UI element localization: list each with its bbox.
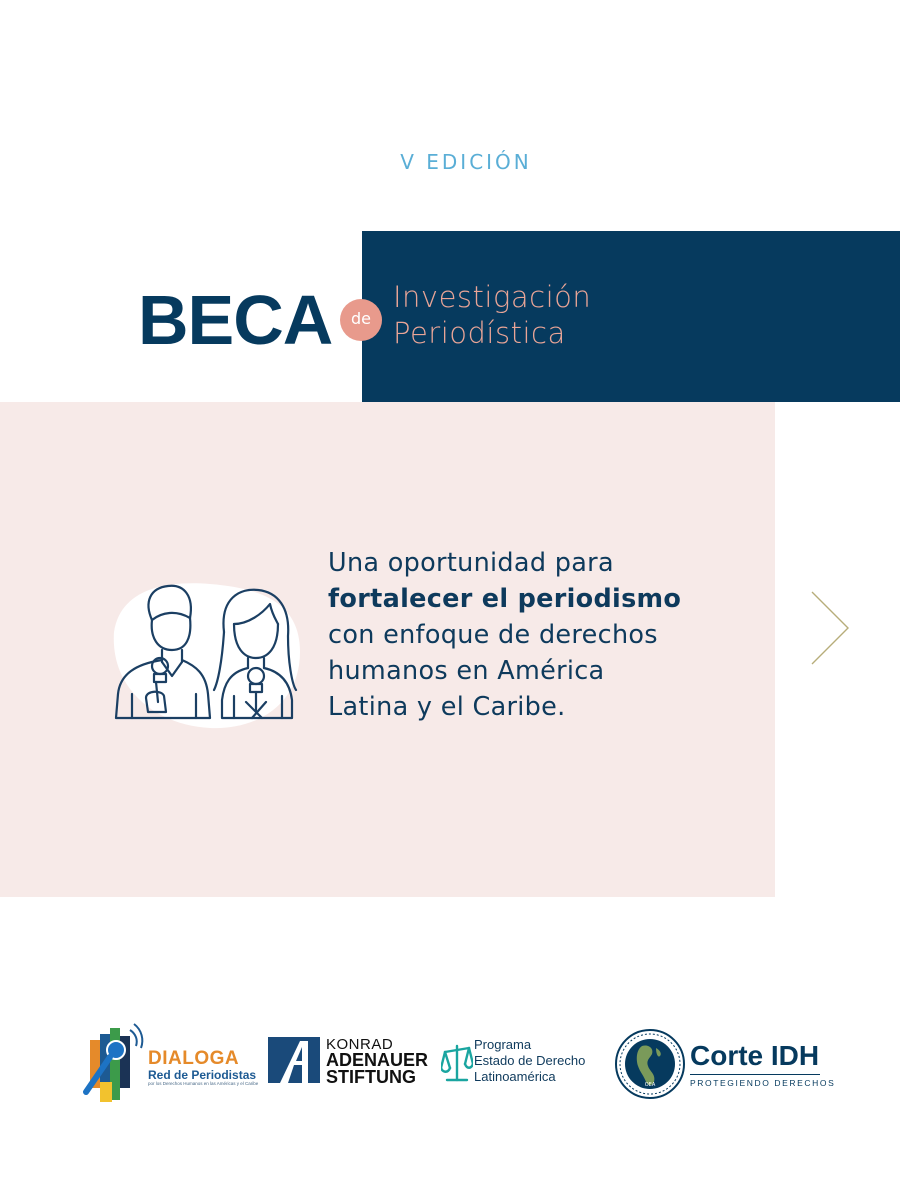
tagline-line: Latina y el Caribe. <box>328 692 566 722</box>
kas-line2: ADENAUER <box>326 1050 429 1070</box>
chevron-right-icon[interactable] <box>806 590 854 666</box>
de-badge: de <box>340 299 382 341</box>
pedl-line3: Latinoamérica <box>474 1069 556 1084</box>
dialoga-fine-print: por los Derechos Humanos en las Américas y el Caribe <box>148 1081 259 1086</box>
tagline-line: humanos en América <box>328 656 605 686</box>
dialoga-name: DIALOGA <box>148 1048 240 1069</box>
beca-title: BECA <box>138 281 333 359</box>
dialoga-logo-icon <box>78 1020 150 1106</box>
corte-idh-subtitle: PROTEGIENDO DERECHOS <box>690 1078 836 1088</box>
dialoga-subtitle: Red de Periodistas <box>148 1068 257 1082</box>
corte-idh-seal-icon <box>614 1028 686 1100</box>
pedl-line2: Estado de Derecho <box>474 1053 586 1068</box>
corte-divider <box>690 1074 820 1075</box>
kas-line1: KONRAD <box>326 1036 394 1053</box>
title-line-investigacion: Investigación <box>393 280 592 314</box>
pedl-line1: Programa <box>474 1037 532 1052</box>
corte-idh-title: Corte IDH <box>690 1040 820 1071</box>
kas-line3: STIFTUNG <box>326 1067 416 1087</box>
tagline <box>328 545 768 725</box>
tagline-line-bold: fortalecer el periodismo <box>328 584 682 614</box>
tagline-line: con enfoque de derechos <box>328 620 658 650</box>
kas-logo-icon <box>268 1037 320 1083</box>
tagline-line: Una oportunidad para <box>328 548 614 578</box>
edition-label: V EDICIÓN <box>400 150 532 174</box>
seal-oea-text: OEA <box>644 1082 656 1088</box>
title-line-periodistica: Periodística <box>393 316 566 350</box>
scales-of-justice-icon <box>441 1040 473 1086</box>
journalists-with-microphones-icon <box>100 572 310 732</box>
